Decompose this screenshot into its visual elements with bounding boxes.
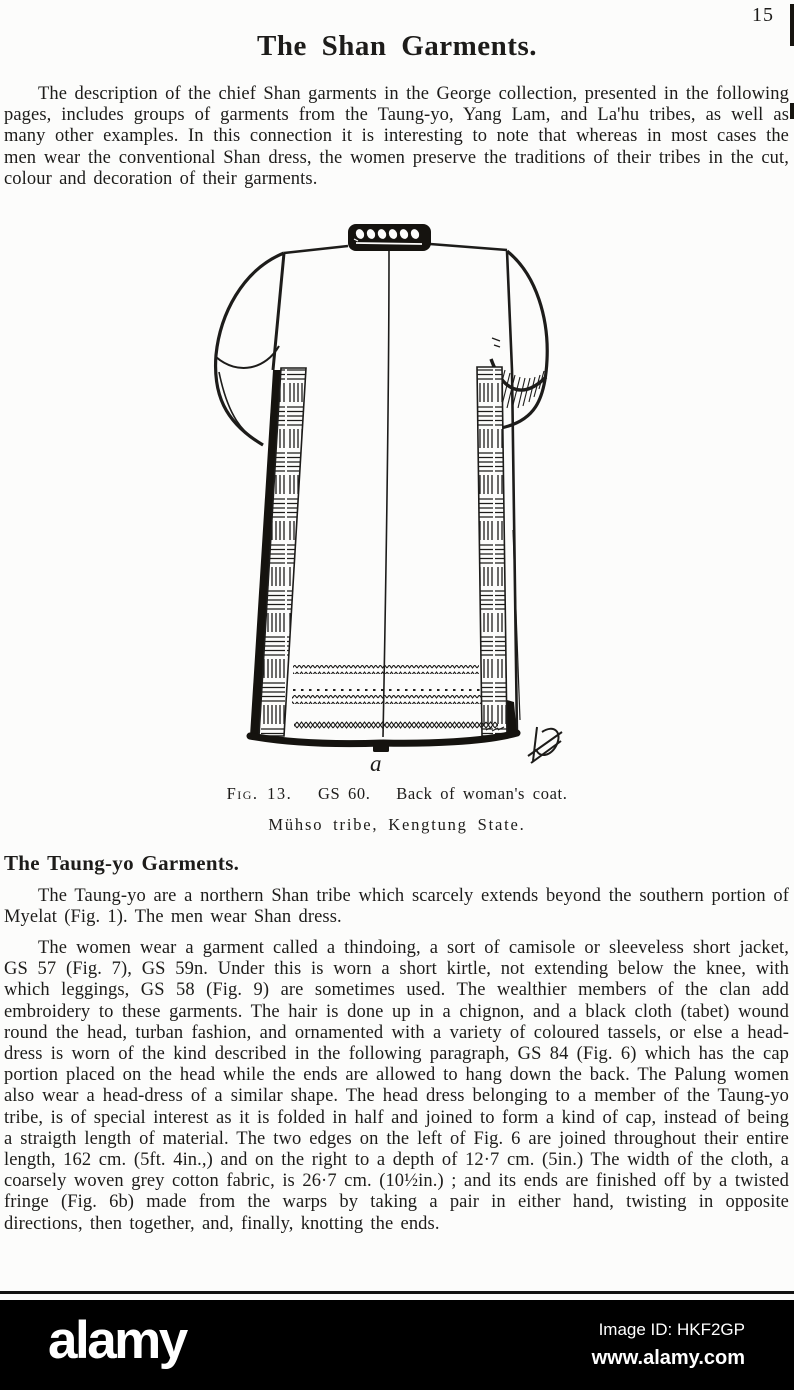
- section-heading-taung-yo: The Taung-yo Garments.: [4, 851, 240, 875]
- figure-part-label: a: [370, 751, 382, 776]
- page-bottom-rule: [0, 1291, 794, 1294]
- page-number: 15: [752, 4, 774, 26]
- alamy-url-text: www.alamy.com: [591, 1347, 745, 1369]
- watermark-info: [592, 1320, 745, 1370]
- scan-edge-artifact: [790, 103, 794, 119]
- figure-caption-line2: Mühso tribe, Kengtung State.: [268, 815, 526, 834]
- alamy-logo: alamy: [48, 1311, 186, 1370]
- intro-paragraph: The description of the chief Shan garments in the George collection, presented in the following pages, includes groups of garments from the Taung-yo, Yang Lam, and La'hu tribes, as well as many other examples. In this connection it is interesting to note that whereas in most cases the men wear the conventional Shan dress, the women preserve the traditions of their tribes in the cut, colour and decoration of their garments.: [4, 84, 789, 189]
- right-weave-band: [477, 367, 507, 736]
- figure-caption-description: Back of woman's coat.: [396, 784, 568, 803]
- artist-monogram: [528, 727, 562, 763]
- figure-caption-number: Fig. 13.: [226, 784, 293, 803]
- hem-zigzag-bands: [292, 665, 498, 729]
- taung-yo-paragraph-1: The Taung-yo are a northern Shan tribe which scarcely extends beyond the southern portion of Myelat (Fig. 1). The men wear Shan dress.: [4, 886, 789, 928]
- taung-yo-paragraph-2: The women wear a garment called a thindoing, a sort of camisole or sleeveless short jacket, GS 57 (Fig. 7), GS 59n. Under this is worn a short kirtle, not extending below the knee, with which leggings, GS 58 (Fig. 9) are sometimes used. The wealthier members of the clan add embroidery to these garments. The hair is done up in a chignon, and a black cloth (tabet) wound round the head, turban fashion, and ornamented with a variety of coloured tassels, or else a head-dress is worn of the kind described in the following paragraph, GS 84 (Fig. 6) which has the cap portion placed on the head while the ends are allowed to hang down the back. The Palung women also wear a head-dress of a similar shape. The head dress belonging to a member of the Taung-yo tribe, is of special interest as it is folded in half and joined to form a kind of cap, instead of being a straigth length of material. The two edges on the left of Fig. 6 are joined throughout their entire length, 162 cm. (5ft. 4in.,) and on the right to a depth of 12·7 cm. (5in.) The width of the cloth, a coarsely woven grey cotton fabric, is 26·7 cm. (10½in.) ; and its ends are finished off by a twisted fringe (Fig. 6b) made from the warps by taking a pair in either hand, twisting in opposite directions, then together, and, finally, knotting the ends.: [4, 938, 789, 1234]
- figure-13-coat-illustration: [0, 220, 794, 778]
- image-id-text: Image ID: HKF2GP: [598, 1320, 745, 1339]
- scan-edge-artifact: [790, 4, 794, 46]
- collar: [348, 224, 431, 251]
- page-title: The Shan Garments.: [256, 30, 537, 62]
- center-seam: [383, 250, 389, 737]
- figure-caption-object-id: GS 60.: [318, 784, 371, 803]
- figure-caption: [0, 784, 794, 804]
- alamy-watermark-bar: [0, 1300, 794, 1390]
- coat-back-drawing: [0, 220, 794, 778]
